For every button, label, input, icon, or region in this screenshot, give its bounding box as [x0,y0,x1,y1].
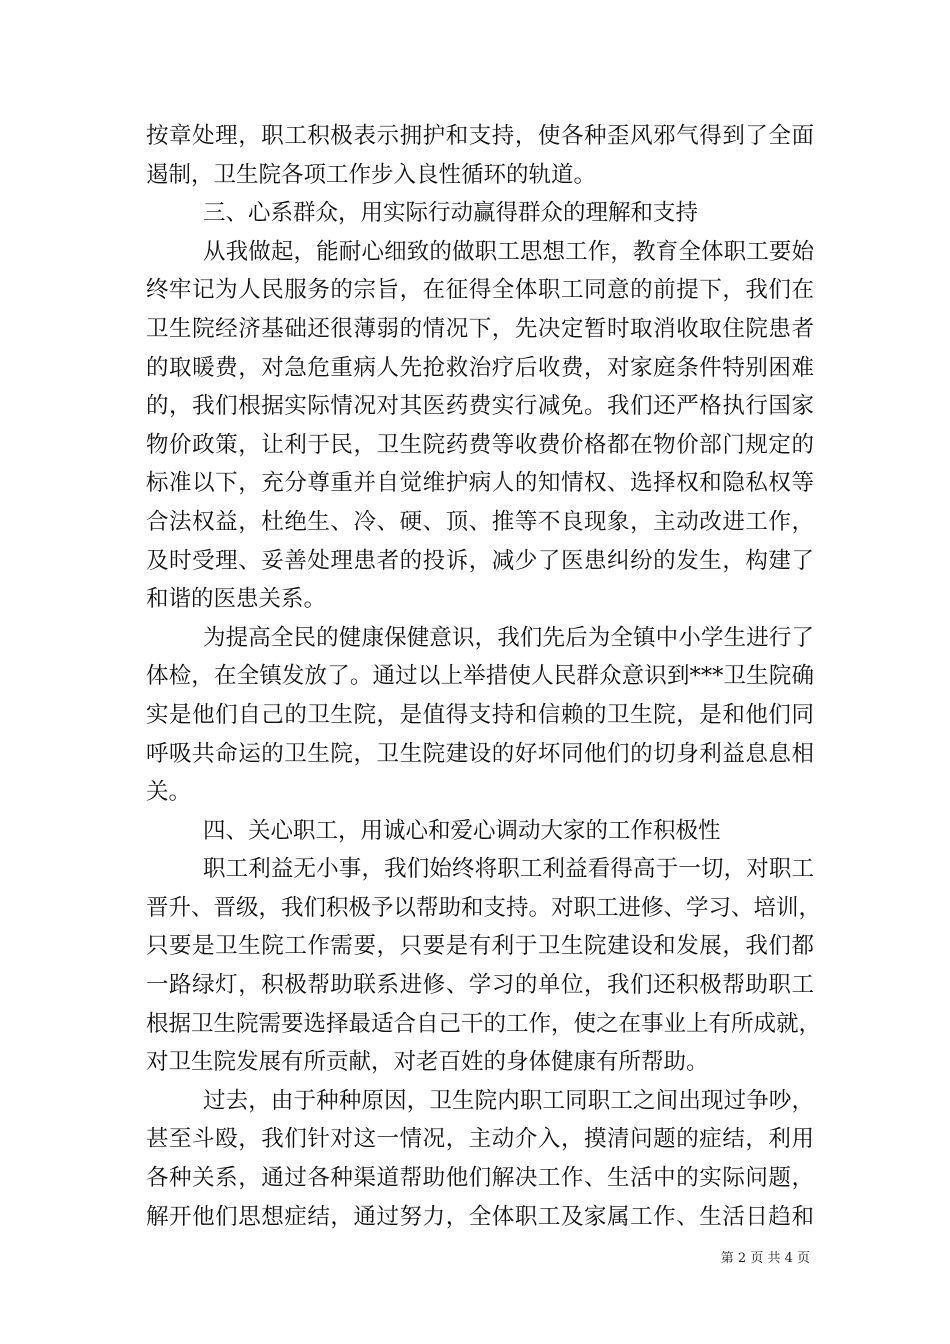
text-line: 呼吸共命运的卫生院，卫生院建设的好坏同他们的切身利益息息相 [146,740,814,767]
text-line: 标准以下，充分尊重并自觉维护病人的知情权、选择权和隐私权等 [146,470,814,497]
text-line: 解开他们思想症结，通过努力，全体职工及家属工作、生活日趋和 [146,1203,814,1230]
text-line: 各种关系，通过各种渠道帮助他们解决工作、生活中的实际问题， [146,1165,814,1192]
text-line: 实是他们自己的卫生院，是值得支持和信赖的卫生院，是和他们同 [146,701,814,728]
text-line: 职工利益无小事，我们始终将职工利益看得高于一切，对职工 [203,856,814,883]
text-line: 终牢记为人民服务的宗旨，在征得全体职工同意的前提下，我们在 [146,277,814,304]
text-line: 及时受理、妥善处理患者的投诉，减少了医患纠纷的发生，构建了 [146,547,814,574]
page-number-footer: 第 2 页 共 4 页 [720,1251,810,1266]
text-line: 物价政策，让利于民，卫生院药费等收费价格都在物价部门规定的 [146,431,814,458]
text-line: 关。 [146,779,192,806]
body-text [146,117,822,1236]
text-line: 甚至斗殴，我们针对这一情况，主动介入，摸清问题的症结，利用 [146,1126,814,1153]
text-line: 按章处理，职工积极表示拥护和支持，使各种歪风邪气得到了全面 [146,123,814,149]
text-line: 的，我们根据实际情况对其医药费实行减免。我们还严格执行国家 [146,393,814,420]
text-line: 从我做起，能耐心细致的做职工思想工作，教育全体职工要始 [203,238,814,265]
text-line: 过去，由于种种原因，卫生院内职工同职工之间出现过争吵， [203,1087,814,1114]
text-line: 合法权益，杜绝生、冷、硬、顶、推等不良现象，主动改进工作， [146,508,814,535]
text-line: 对卫生院发展有所贡献，对老百姓的身体健康有所帮助。 [146,1049,709,1076]
text-line: 一路绿灯，积极帮助联系进修、学习的单位，我们还积极帮助职工 [146,972,814,999]
section-heading: 三、心系群众，用实际行动赢得群众的理解和支持 [203,200,699,227]
section-heading: 四、关心职工，用诚心和爱心调动大家的工作积极性 [203,817,721,844]
text-line: 遏制，卫生院各项工作步入良性循环的轨道。 [146,161,597,188]
text-line: 只要是卫生院工作需要，只要是有利于卫生院建设和发展，我们都 [146,933,814,960]
text-line: 的取暖费，对急危重病人先抢救治疗后收费，对家庭条件特别困难 [146,354,814,381]
text-line: 体检，在全镇发放了。通过以上举措使人民群众意识到***卫生院确 [146,663,814,690]
text-line: 卫生院经济基础还很薄弱的情况下，先决定暂时取消收取住院患者 [146,315,814,342]
text-line: 和谐的医患关系。 [146,586,327,613]
text-line: 晋升、晋级，我们积极予以帮助和支持。对职工进修、学习、培训， [146,894,822,921]
text-line: 根据卫生院需要选择最适合自己干的工作，使之在事业上有所成就， [146,1010,822,1037]
text-line: 为提高全民的健康保健意识，我们先后为全镇中小学生进行了 [203,624,814,651]
